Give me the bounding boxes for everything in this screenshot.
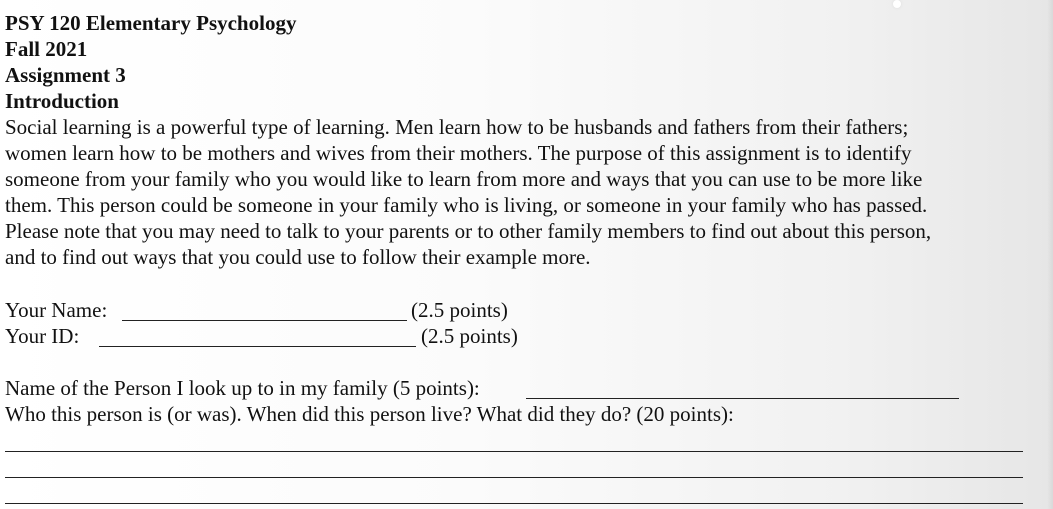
name-label: Your Name: — [5, 298, 108, 322]
intro-line: and to find out ways that you could use to follow their example more. — [5, 245, 591, 269]
name-field[interactable] — [122, 320, 407, 321]
intro-line: someone from your family who you would like to learn from more and ways that you can use to be more like — [5, 167, 923, 191]
who-question: Who this person is (or was). When did this person live? What did they do? (20 points): — [5, 402, 734, 426]
intro-line: Social learning is a powerful type of learning. Men learn how to be husbands and fathers from their fathers; — [5, 115, 909, 139]
scan-speck — [893, 0, 901, 8]
person-label: Name of the Person I look up to in my family (5 points): — [5, 376, 480, 400]
intro-line: women learn how to be mothers and wives from their mothers. The purpose of this assignment is to identify — [5, 141, 912, 165]
answer-line[interactable] — [5, 451, 1023, 452]
id-points: (2.5 points) — [421, 324, 518, 348]
id-field[interactable] — [99, 346, 416, 347]
section-heading: Introduction — [5, 89, 119, 113]
answer-line[interactable] — [5, 503, 1023, 504]
person-field[interactable] — [526, 398, 959, 399]
term-label: Fall 2021 — [5, 37, 88, 61]
page-edge-shadow — [1047, 0, 1053, 509]
intro-line: Please note that you may need to talk to your parents or to other family members to find out about this person, — [5, 219, 932, 243]
intro-line: them. This person could be someone in your family who is living, or someone in your family who has passed. — [5, 193, 928, 217]
answer-line[interactable] — [5, 477, 1023, 478]
course-title: PSY 120 Elementary Psychology — [5, 11, 297, 35]
assignment-title: Assignment 3 — [5, 63, 126, 87]
name-points: (2.5 points) — [411, 298, 508, 322]
id-label: Your ID: — [5, 324, 80, 348]
